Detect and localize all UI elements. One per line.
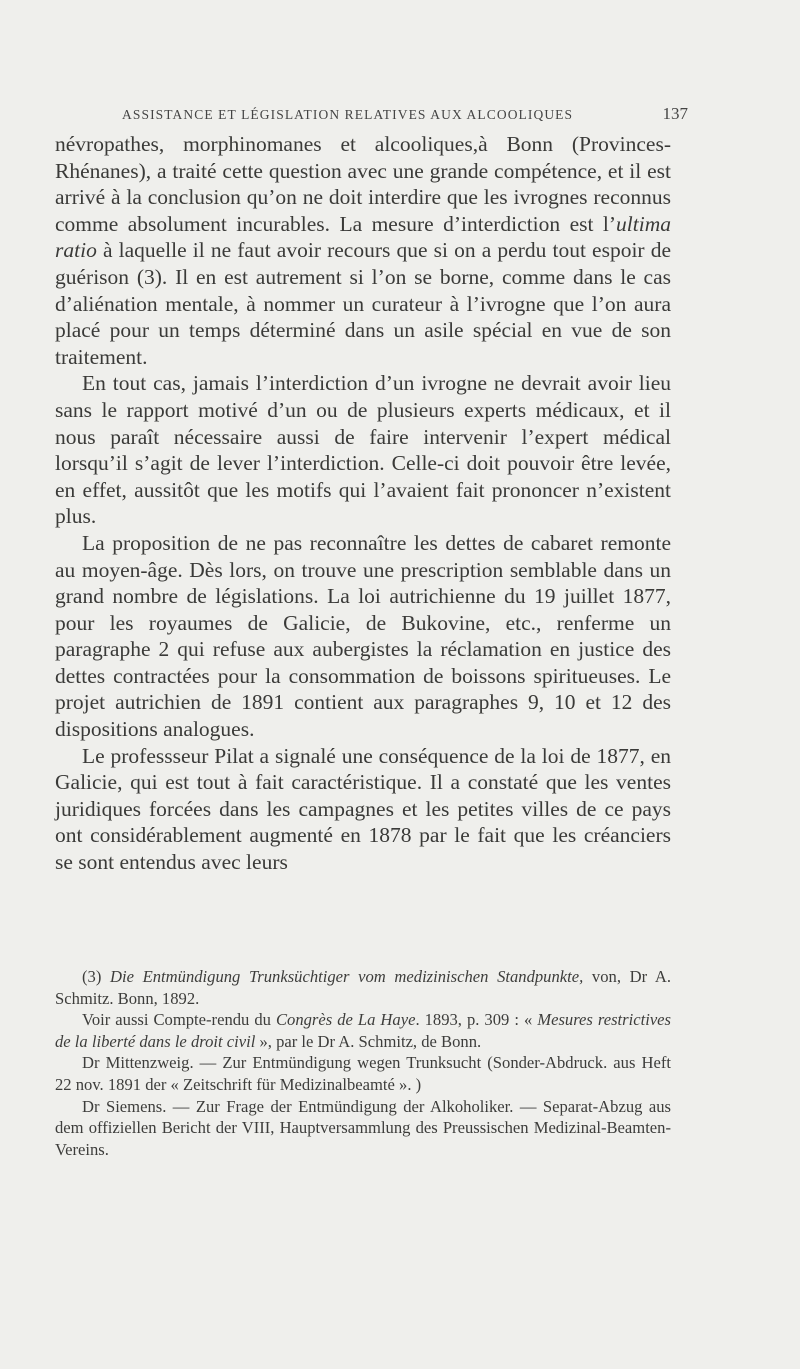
running-header	[122, 104, 688, 123]
paragraph-1: névropathes, morphinomanes et alcooliques,à Bonn (Provinces-Rhénanes), a traité cette question avec une grande compétence, et il est arrivé à la conclusion qu’on ne doit interdire que les ivrognes reconnus comme absolument incurables. La mesure d’interdiction est l’ultima ratio à laquelle il ne faut avoir recours que si on a perdu tout espoir de guérison (3). Il en est autrement si l’on se borne, comme dans le cas d’aliénation mentale, à nommer un curateur à l’ivrogne que l’on aura placé pour un temps déterminé dans un asile spécial en vue de son traitement.	[55, 132, 671, 369]
paragraph-4: Le professseur Pilat a signalé une conséquence de la loi de 1877, en Galicie, qui est tout à fait caractéristique. Il a constaté que les ventes juridiques forcées dans les campagnes et les petites villes de ce pays ont considérablement augmenté en 1878 par le fait que les créanciers se sont entendus avec leurs	[55, 743, 671, 875]
footnotes	[55, 966, 671, 1160]
footnote-siemens: Dr Siemens. — Zur Frage der Entmündigung der Alkoholiker. — Separat-Abzug aus dem offiziellen Bericht der VIII, Hauptversammlung des Preussischen Medizinal-Beamten-Vereins.	[55, 1096, 671, 1159]
main-text	[55, 131, 671, 876]
paragraph-2: En tout cas, jamais l’interdiction d’un ivrogne ne devrait avoir lieu sans le rapport motivé d’un ou de plusieurs experts médicaux, et il nous paraît nécessaire aussi de faire intervenir l’expert médical lorsqu’il s’agit de lever l’interdiction. Celle-ci doit pouvoir être levée, en effet, aussitôt que les motifs qui l’avaient fait prononcer n’existent plus.	[55, 371, 671, 529]
running-title: ASSISTANCE ET LÉGISLATION RELATIVES AUX ALCOOLIQUES	[122, 107, 574, 122]
footnote-3: (3) Die Entmündigung Trunksüchtiger vom medizinischen Standpunkte, von, Dr A. Schmitz. Bonn, 1892.	[55, 967, 672, 1008]
page-number: 137	[662, 104, 688, 123]
italic-phrase: ultima ratio	[55, 211, 671, 263]
footnote-mittenzweig: Dr Mittenzweig. — Zur Entmündigung wegen Trunksucht (Sonder-Abdruck. aus Heft 22 nov. 1891 der « Zeitschrift für Medizinalbeamté ». )	[55, 1053, 671, 1094]
paragraph-3: La proposition de ne pas reconnaître les dettes de cabaret remonte au moyen-âge. Dès lors, on trouve une prescription semblable dans un grand nombre de législations. La loi autrichienne du 19 juillet 1877, pour les royaumes de Galicie, de Bukovine, etc., renferme un paragraphe 2 qui refuse aux aubergistes la réclamation en justice des dettes contractées pour la consommation de boissons spiritueuses. Le projet autrichien de 1891 contient aux paragraphes 9, 10 et 12 des dispositions analogues.	[55, 530, 671, 742]
footnote-voir-aussi: Voir aussi Compte-rendu du Congrès de La Haye. 1893, p. 309 : « Mesures restrictives de la liberté dans le droit civil », par le Dr A. Schmitz, de Bonn.	[55, 1010, 672, 1051]
